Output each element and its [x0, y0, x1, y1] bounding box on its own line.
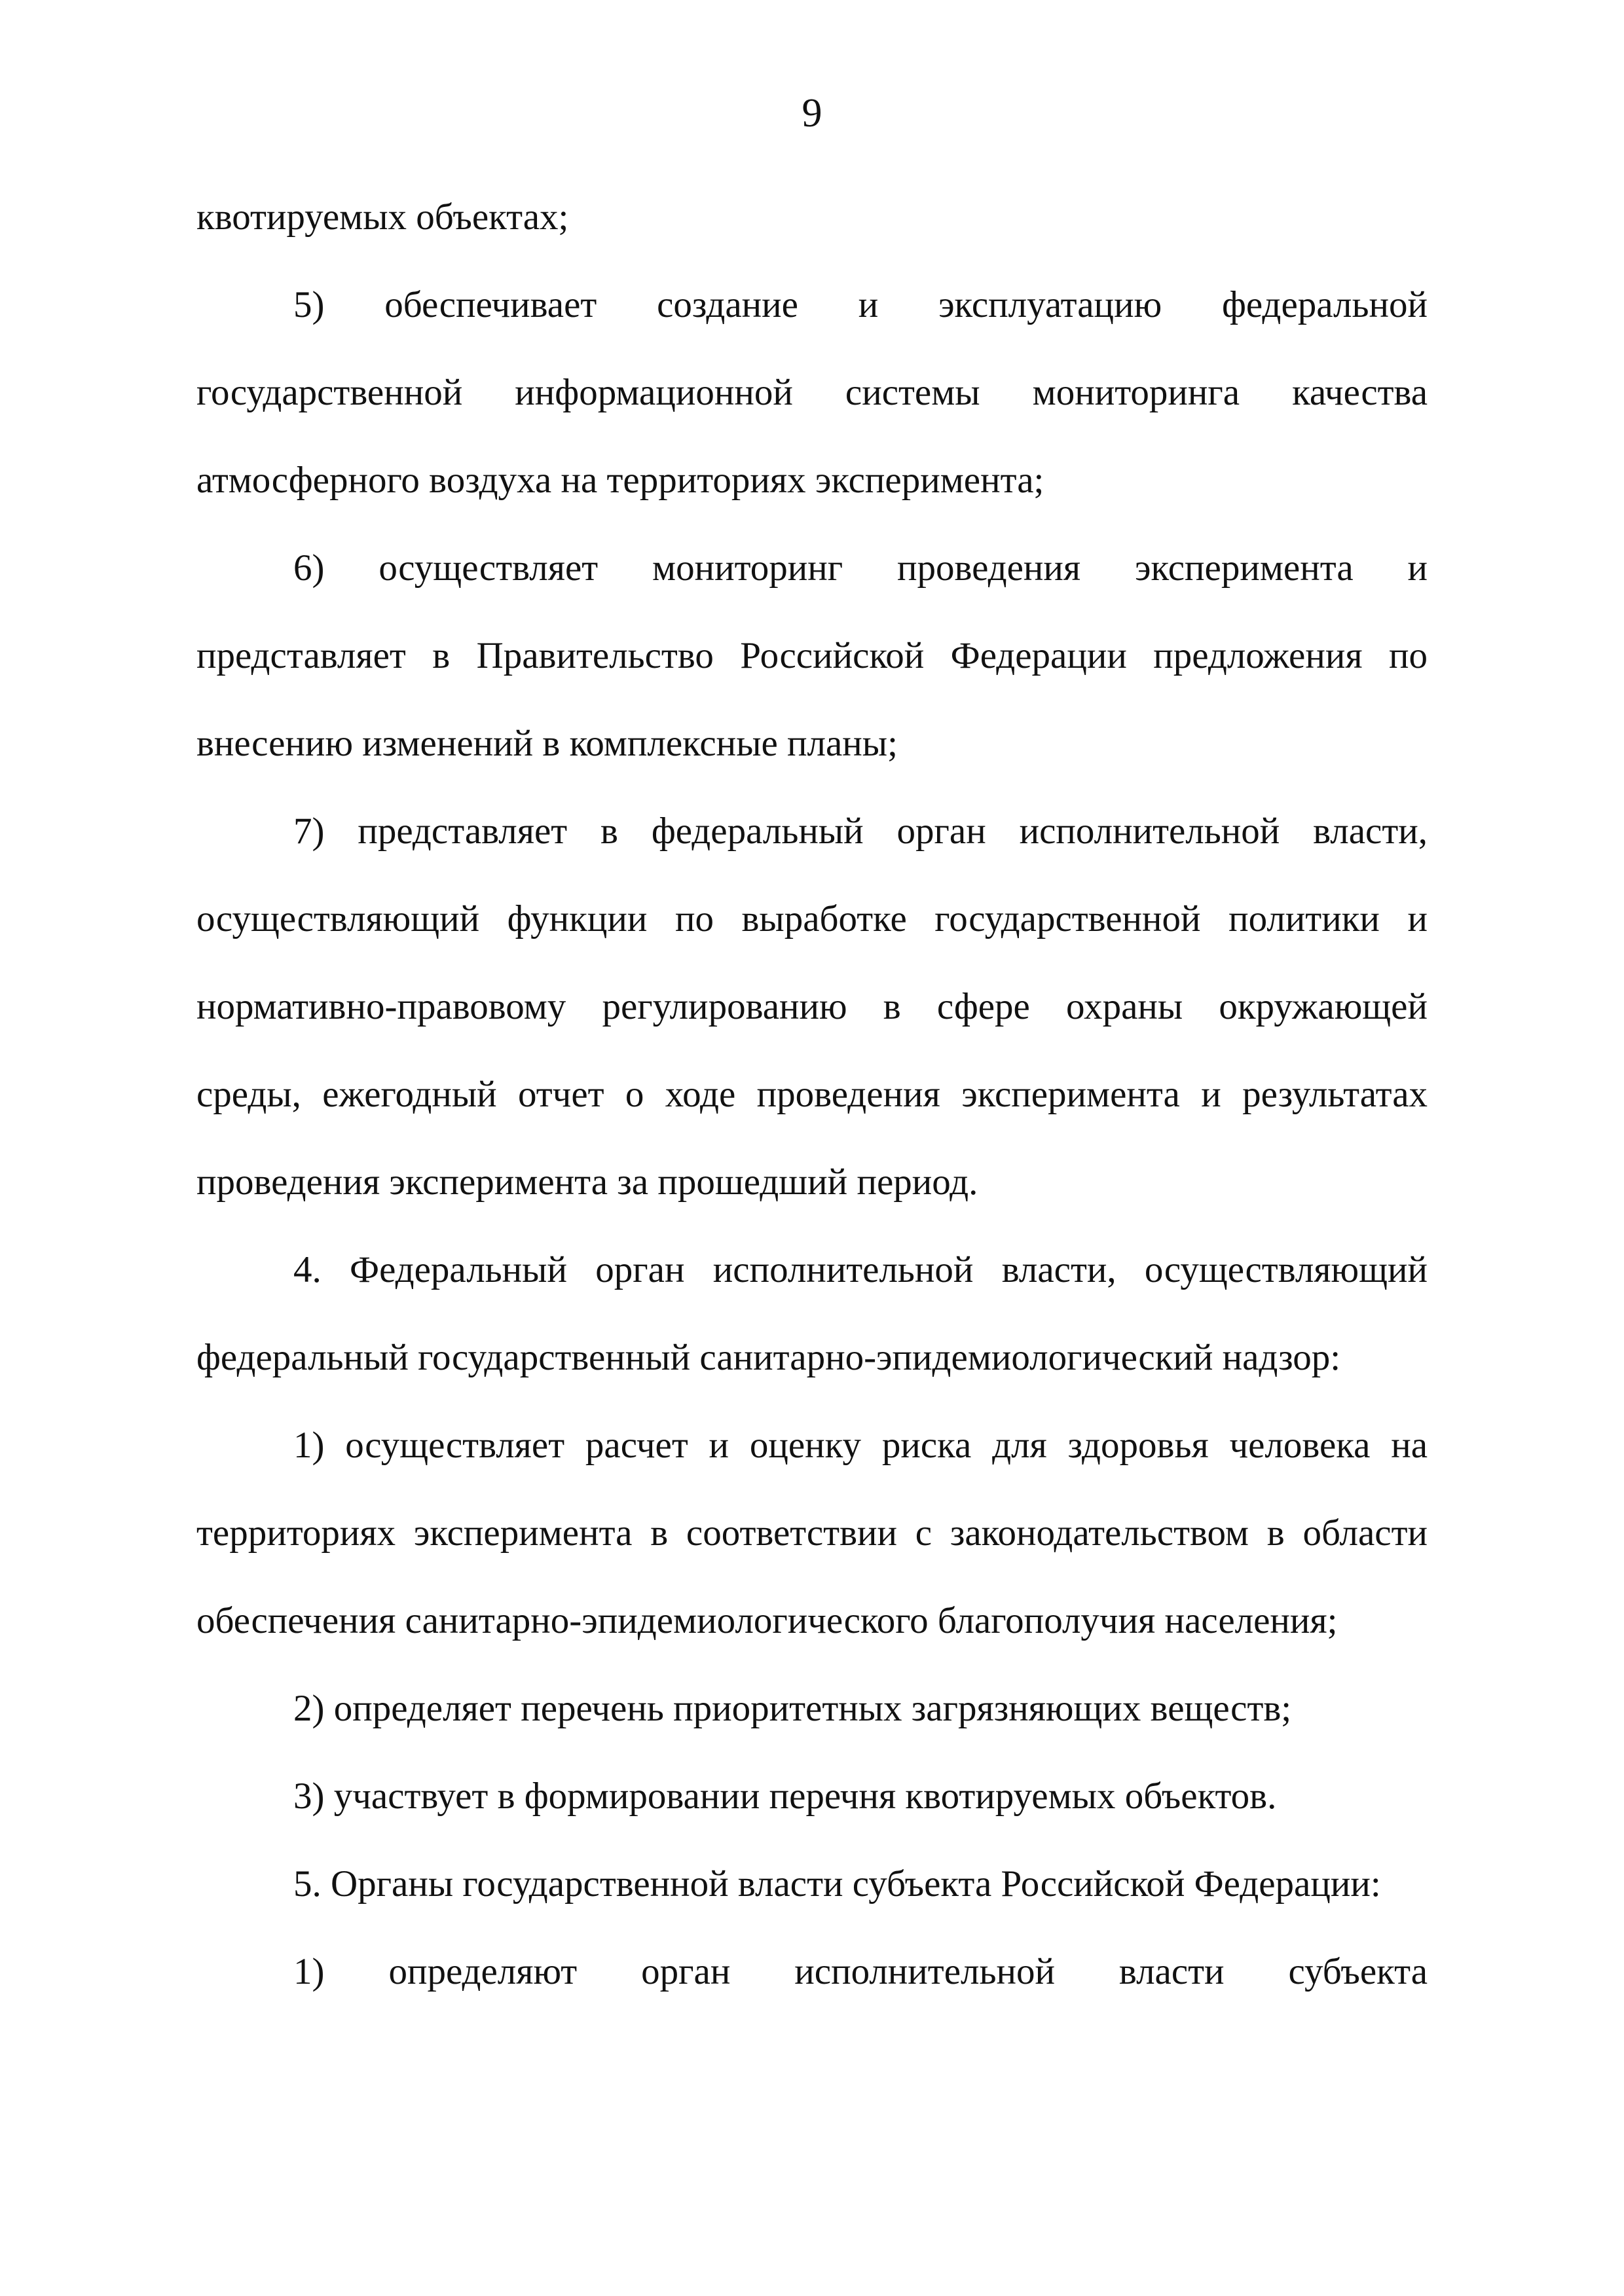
text-line: 6) осуществляет мониторинг проведения эксперимента и — [293, 547, 1428, 589]
text-line: представляет в Правительство Российской Федерации предложения по — [196, 635, 1428, 676]
text-line: 7) представляет в федеральный орган исполнительной власти, — [293, 811, 1428, 852]
text-line: федеральный государственный санитарно-эпидемиологический надзор: — [196, 1337, 1341, 1378]
text-line: 4. Федеральный орган исполнительной власти, осуществляющий — [293, 1249, 1428, 1290]
text-line: государственной информационной системы мониторинга качества — [196, 372, 1428, 413]
text-line: 5. Органы государственной власти субъекта Российской Федерации: — [293, 1863, 1381, 1904]
document-body — [196, 173, 1428, 2016]
text-line: 1) определяют орган исполнительной власти субъекта — [293, 1951, 1428, 1992]
text-line: квотируемых объектах; — [196, 196, 569, 238]
text-line: проведения эксперимента за прошедший период. — [196, 1161, 978, 1203]
text-line: 1) осуществляет расчет и оценку риска для здоровья человека на — [293, 1425, 1428, 1466]
text-line: внесению изменений в комплексные планы; — [196, 723, 898, 764]
text-line: территориях эксперимента в соответствии с законодательством в области — [196, 1512, 1428, 1554]
text-line: нормативно-правовому регулированию в сфере охраны окружающей — [196, 986, 1428, 1027]
text-line: обеспечения санитарно-эпидемиологического благополучия населения; — [196, 1600, 1338, 1641]
text-line: 3) участвует в формировании перечня квотируемых объектов. — [293, 1776, 1277, 1817]
text-line: среды, ежегодный отчет о ходе проведения эксперимента и результатах — [196, 1074, 1428, 1115]
text-line: 5) обеспечивает создание и эксплуатацию федеральной — [293, 284, 1428, 325]
text-line: осуществляющий функции по выработке государственной политики и — [196, 898, 1428, 939]
page-number: 9 — [802, 91, 822, 136]
text-line: атмосферного воздуха на территориях эксперимента; — [196, 460, 1044, 501]
text-line: 2) определяет перечень приоритетных загрязняющих веществ; — [293, 1688, 1292, 1729]
